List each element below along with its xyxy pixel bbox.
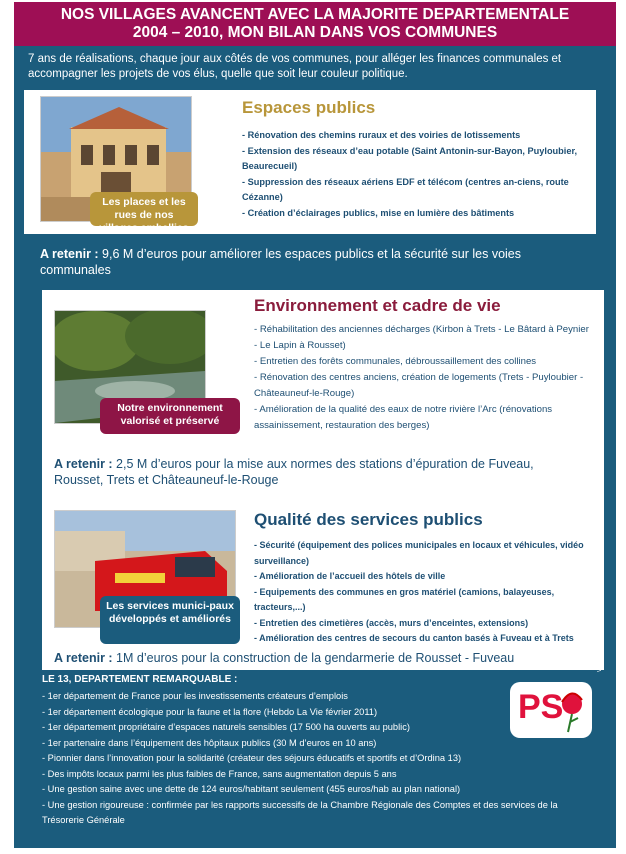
intro-text: 7 ans de réalisations, chaque jour aux côtés de vos communes, pour alléger les finances communales et accompagner les projets de vos élus, quelle que soit leur couleur politique.: [28, 53, 562, 80]
bullet-item: - Entretien des forêts communales, débroussaillement des collines: [254, 356, 537, 367]
retenir-text: 1M d’euros pour la construction de la gendarmerie de Rousset - Fuveau: [112, 651, 515, 665]
list-item: - 1er département de France pour les investissements créateurs d’emplois: [42, 691, 348, 701]
bullet-item: - Rénovation des centres anciens, création de logements (Trets - Puyloubier - Châteauneuf-le-Rouge): [254, 372, 584, 399]
bullets-espaces-publics: [242, 128, 590, 221]
list-item: - Une gestion rigoureuse : confirmée par les rapports successifs de la Chambre Régionale des Comptes et des services de la Trésorerie Générale: [42, 799, 558, 825]
flyer-page: [14, 2, 616, 848]
bullet-item: - Création d’éclairages publics, mise en lumière des bâtiments: [242, 207, 515, 218]
legal-side-note: Vu le candidat · Ne pas jeter sur la voie publique · papier recyclé: [597, 529, 603, 672]
retenir-label: A retenir :: [40, 247, 99, 261]
bullets-services: [254, 538, 590, 647]
bullet-item: - Amélioration de la qualité des eaux de notre rivière l’Arc (rénovations assainissement, restauration des berges): [254, 404, 553, 431]
retenir-espaces-publics: [40, 246, 580, 278]
bullet-item: - Réhabilitation des anciennes décharges (Kirbon à Trets - Le Bâtard à Peynier - Le Lapin à Rousset): [254, 324, 589, 351]
header-banner: [14, 2, 616, 46]
retenir-text: 2,5 M d’euros pour la mise aux normes des stations d’épuration de Fuveau, Rousset, Trets et Châteauneuf-le-Rouge: [54, 457, 534, 487]
bullet-item: - Suppression des réseaux aériens EDF et télécom (centres an-ciens, route Cézanne): [242, 176, 569, 202]
bullet-item: - Amélioration des centres de secours du canton basés à Fuveau et à Trets: [254, 633, 574, 643]
banner-line-2: 2004 – 2010, MON BILAN DANS VOS COMMUNES: [132, 24, 498, 41]
retenir-services: [54, 650, 584, 666]
title-espaces-publics: Espaces publics: [242, 98, 376, 117]
list-item: - 1er département écologique pour la faune et la flore (Hebdo La Vie février 2011): [42, 706, 378, 717]
caption-espaces-publics: Les places et les rues de nos villages embellies: [90, 192, 198, 226]
bullet-item: - Sécurité (équipement des polices municipales en locaux et véhicules, vidéo surveillance): [254, 540, 584, 566]
title-environnement: Environnement et cadre de vie: [254, 296, 501, 315]
list-item: - 1er département propriétaire d’espaces naturels sensibles (17 500 ha ouverts au public): [42, 722, 410, 732]
ps-logo-text: PS: [518, 688, 564, 726]
bullets-environnement: [254, 322, 590, 434]
banner-line-1: NOS VILLAGES AVANCENT AVEC LA MAJORITE DEPARTEMENTALE: [60, 6, 570, 23]
list-item: - Des impôts locaux parmi les plus faibles de France, sans augmentation depuis 5 ans: [42, 768, 397, 779]
bullet-item: - Equipements des communes en gros matériel (camions, balayeuses, tracteurs,...): [254, 586, 555, 612]
title-services: Qualité des services publics: [254, 510, 483, 529]
remarkable-title: LE 13, DEPARTEMENT REMARQUABLE :: [42, 674, 238, 685]
retenir-label: A retenir :: [54, 457, 113, 471]
bullet-item: - Extension des réseaux d’eau potable (Saint Antonin-sur-Bayon, Puyloubier, Beaurecueil): [242, 145, 578, 171]
ps-logo: [510, 682, 592, 738]
list-item: - Pionnier dans l’innovation pour la solidarité (créateur des séjours éducatifs et sportifs et d’Ordina 13): [42, 753, 462, 763]
list-item: - Une gestion saine avec une dette de 124 euros/habitant seulement (455 euros/hab au plan national): [42, 784, 461, 794]
bullet-item: - Amélioration de l’accueil des hôtels de ville: [254, 571, 446, 581]
retenir-environnement: [54, 456, 584, 488]
retenir-label: A retenir :: [54, 651, 113, 665]
bullet-item: - Entretien des cimetières (accès, murs d’enceintes, extensions): [254, 617, 529, 628]
caption-environnement: Notre environnement valorisé et préservé: [100, 398, 240, 434]
retenir-text: 9,6 M d’euros pour améliorer les espaces publics et la sécurité sur les voies communales: [40, 247, 521, 277]
caption-services: Les services munici-paux développés et améliorés: [100, 596, 240, 644]
bullet-item: - Rénovation des chemins ruraux et des voiries de lotissements: [242, 130, 521, 140]
list-item: - 1er partenaire dans l’équipement des hôpitaux publics (30 M d’euros en 10 ans): [42, 737, 377, 748]
